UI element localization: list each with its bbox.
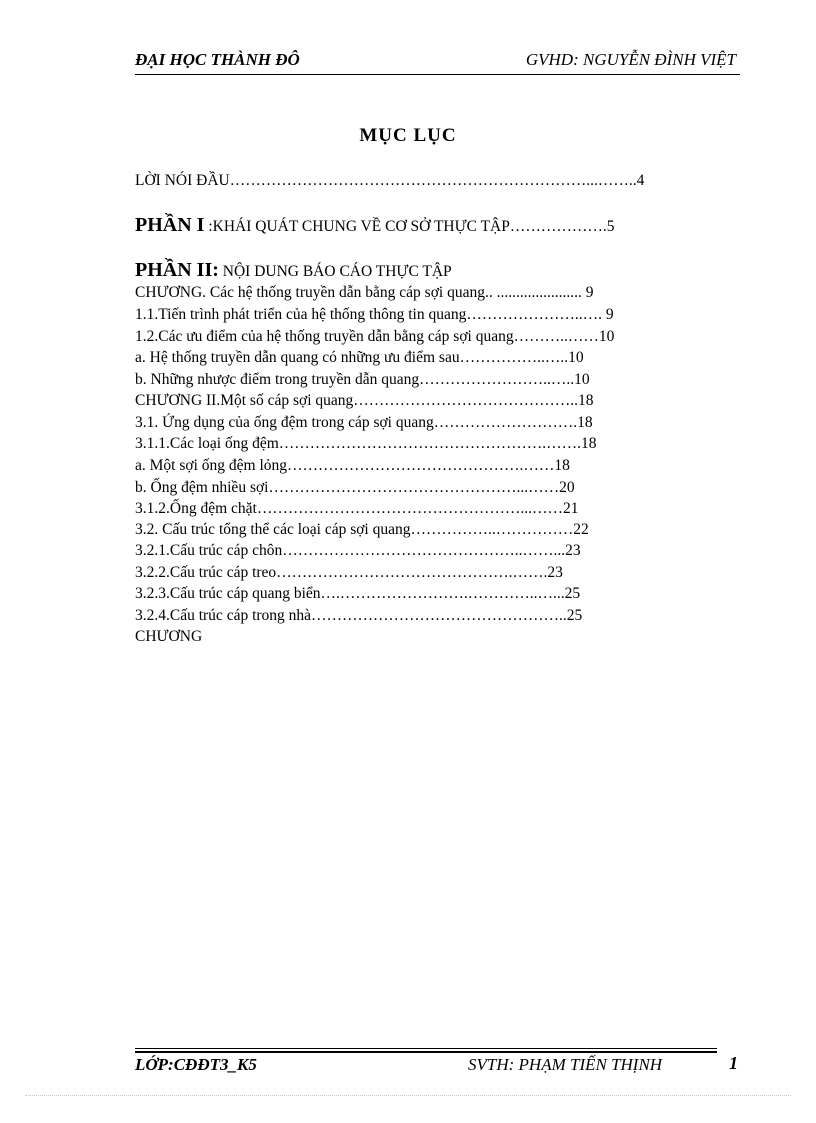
header-school: ĐẠI HỌC THÀNH ĐÔ	[135, 50, 300, 69]
toc-entry[interactable]: 3.2. Cấu trúc tổng thể các loại cáp sợi quang……………..……………22	[135, 521, 589, 538]
toc-entry[interactable]: 3.1.1.Các loại ống đệm…………………………………………….…….18	[135, 435, 597, 452]
toc-entry[interactable]: CHƯƠNG. Các hệ thống truyền dẫn bằng cáp sợi quang.. ...................... 9	[135, 284, 594, 301]
footer-rule	[135, 1048, 717, 1049]
part-2-text: NỘI DUNG BÁO CÁO THỰC TẬP	[218, 263, 452, 280]
toc-entry[interactable]: 3.2.4.Cấu trúc cáp trong nhà…………………………………………..25	[135, 607, 583, 624]
part-1-text: :KHÁI QUÁT CHUNG VỀ CƠ SỞ THỰC TẬP……………….5	[204, 218, 615, 235]
toc-entry[interactable]: 3.1.2.Ống đệm chặt……………………………………………...……21	[135, 500, 579, 517]
toc-entry[interactable]: 3.2.3.Cấu trúc cáp quang biển….…………………….…………..…...25	[135, 585, 581, 602]
part-1-label: PHẦN I	[135, 214, 205, 236]
footer-student: SVTH: PHẠM TIẾN THỊNH	[468, 1055, 663, 1074]
toc-part-1[interactable]	[135, 214, 614, 237]
toc-entry[interactable]: b. Ống đệm nhiều sợi…………………………………………...……20	[135, 479, 575, 496]
toc-entry[interactable]: b. Những nhược điểm trong truyền dẫn quang……………………..…..10	[135, 371, 590, 388]
toc-entry[interactable]: CHƯƠNG	[135, 628, 203, 645]
toc-title: MỤC LỤC	[359, 125, 457, 146]
footer-class: LỚP:CĐĐT3_K5	[135, 1055, 257, 1074]
part-2-label: PHẦN II:	[135, 259, 219, 281]
toc-entry[interactable]: 3.1. Ứng dụng của ống đệm trong cáp sợi quang……………………….18	[135, 414, 593, 431]
toc-entry[interactable]: 1.2.Các ưu điểm của hệ thống truyền dẫn bằng cáp sợi quang………..……10	[135, 328, 615, 345]
toc-entry[interactable]: 3.2.2.Cấu trúc cáp treo……………………………………….…….23	[135, 564, 563, 581]
toc-entry[interactable]: 3.2.1.Cấu trúc cáp chôn………………………………………..……...23	[135, 542, 581, 559]
toc-entry[interactable]: CHƯƠNG II.Một số cáp sợi quang……………………………………..18	[135, 392, 594, 409]
page-edge-divider	[25, 1095, 791, 1096]
page-number: 1	[729, 1053, 738, 1073]
toc-entry[interactable]: 1.1.Tiến trình phát triển của hệ thống thông tin quang…………………..…. 9	[135, 306, 614, 323]
toc-intro[interactable]: LỜI NÓI ĐẦU……………………………………………………………...……..4	[135, 172, 645, 189]
toc-entry[interactable]: a. Một sợi ống đệm lỏng……………………………………….……18	[135, 457, 570, 474]
footer-rule-thick	[135, 1051, 717, 1053]
toc-entry[interactable]: a. Hệ thống truyền dẫn quang có những ưu điểm sau……………..…..10	[135, 349, 584, 366]
header-supervisor: GVHD: NGUYỄN ĐÌNH VIỆT	[525, 50, 736, 69]
toc-part-2[interactable]	[135, 259, 452, 282]
page-header	[135, 50, 740, 75]
